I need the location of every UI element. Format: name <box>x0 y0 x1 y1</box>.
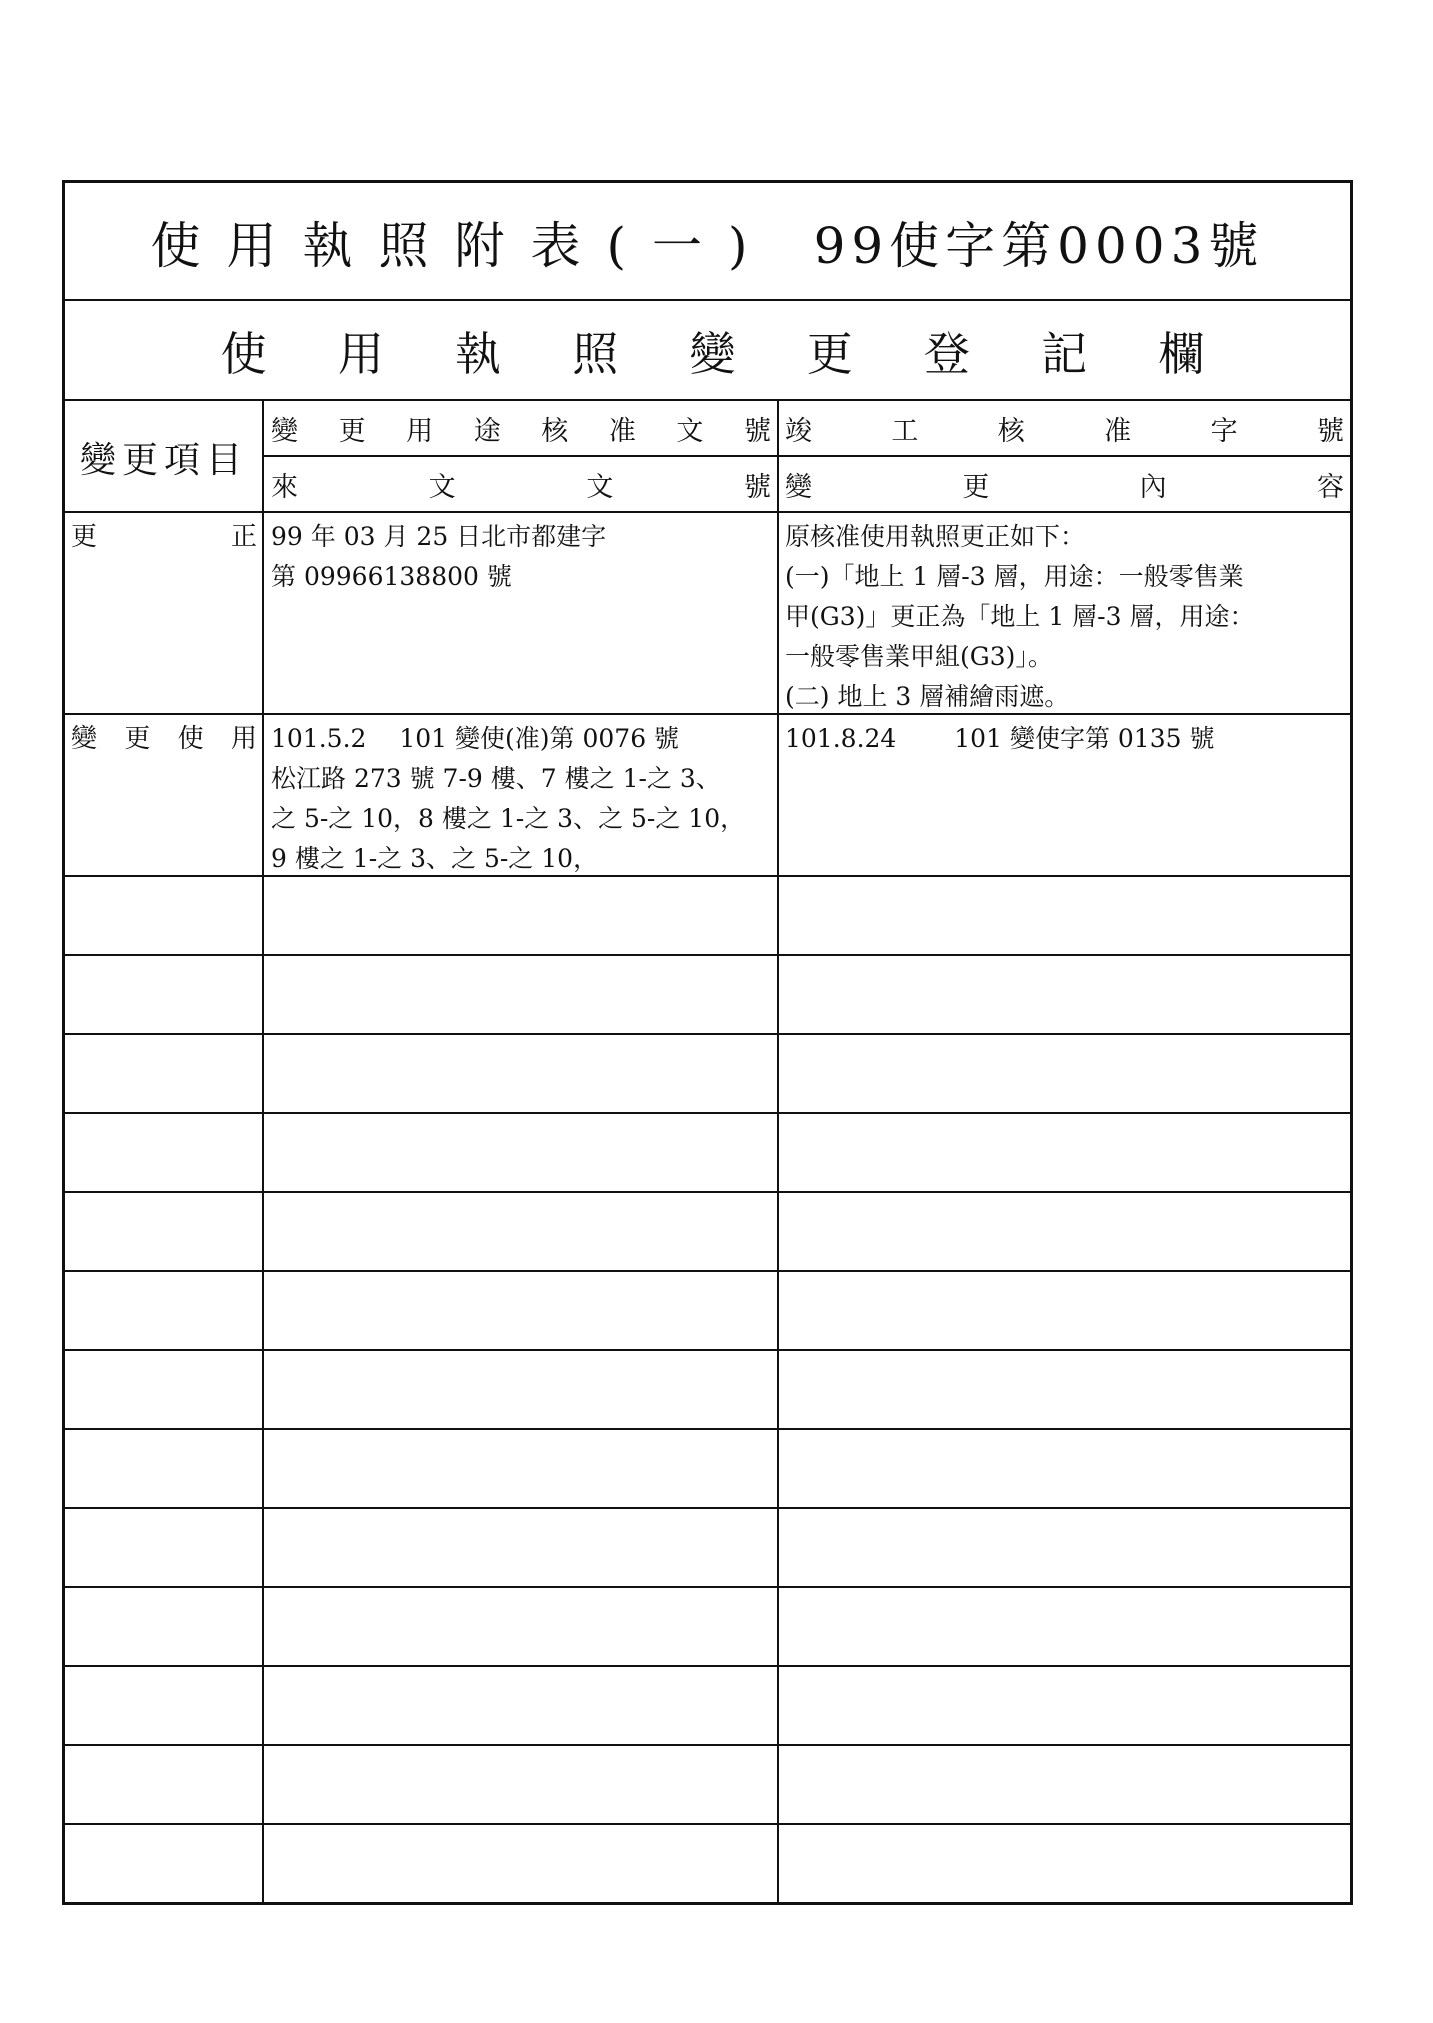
header-change-item: 變更項目 <box>79 439 248 481</box>
empty-row-divider <box>65 1033 1350 1035</box>
header-char: 容 <box>1316 471 1344 503</box>
text-line: 99 年 03 月 25 日北市都建字 <box>271 522 607 551</box>
item-char: 變 <box>71 724 98 754</box>
header-char: 來 <box>271 471 298 503</box>
empty-row-divider <box>65 1823 1350 1825</box>
header-char: 核 <box>541 415 569 447</box>
item-char: 更 <box>124 724 151 754</box>
subtitle-char: 用 <box>337 327 384 381</box>
empty-row-divider <box>65 1744 1350 1746</box>
subtitle-char: 變 <box>689 327 736 381</box>
subtitle-char: 執 <box>455 327 502 381</box>
header-char: 更 <box>962 471 990 503</box>
text-line: (二) 地上 3 層補繪雨遮。 <box>785 682 1070 711</box>
header-char: 字 <box>1210 415 1238 447</box>
column-divider <box>777 399 779 1905</box>
header-char: 更 <box>338 415 366 447</box>
subtitle-char: 使 <box>220 327 267 381</box>
text-line: 一般零售業甲組(G3)」。 <box>785 642 1053 671</box>
item-char: 用 <box>230 724 257 754</box>
row-right-cell <box>779 513 1350 721</box>
empty-row-divider <box>65 1507 1350 1509</box>
header-change-content <box>779 457 1350 511</box>
row-left-cell <box>265 513 777 601</box>
header-char: 變 <box>785 471 812 503</box>
text-line: 第 09966138800 號 <box>271 562 512 591</box>
text-line: 101.5.2 101 變使(准)第 0076 號 <box>271 724 680 753</box>
text-line: 之 5-之 10，8 樓之 1-之 3、之 5-之 10， <box>271 804 746 833</box>
header-char: 文 <box>676 415 704 447</box>
row-left-cell <box>265 715 777 883</box>
subtitle-char: 照 <box>572 327 619 381</box>
title-number: 99使字第0003號 <box>813 217 1265 275</box>
header-char: 文 <box>586 471 614 503</box>
item-char: 正 <box>230 522 257 552</box>
row-right-cell <box>779 715 1350 763</box>
text-line: (一)「地上 1 層-3 層，用途：一般零售業 <box>785 562 1244 591</box>
header-char: 用 <box>406 415 434 447</box>
empty-row-divider <box>65 1586 1350 1588</box>
empty-row-divider <box>65 954 1350 956</box>
header-char: 核 <box>997 415 1025 447</box>
subtitle-char: 欄 <box>1158 327 1205 381</box>
item-char: 更 <box>71 522 98 552</box>
section-title <box>65 301 1350 401</box>
header-char: 內 <box>1139 471 1167 503</box>
row-item-label <box>65 715 263 763</box>
license-table <box>62 180 1353 1905</box>
empty-row-divider <box>65 1112 1350 1114</box>
empty-row-divider <box>65 1428 1350 1430</box>
row-item-label <box>65 513 263 561</box>
item-char: 使 <box>177 724 204 754</box>
empty-row-divider <box>65 1270 1350 1272</box>
header-char: 變 <box>271 415 298 447</box>
text-line: 原核准使用執照更正如下： <box>785 522 1086 551</box>
header-char: 號 <box>743 471 771 503</box>
header-char: 號 <box>743 415 771 447</box>
header-approval-no <box>265 401 777 455</box>
header-char: 號 <box>1316 415 1344 447</box>
text-line: 101.8.24 101 變使字第 0135 號 <box>785 724 1215 753</box>
text-line: 松江路 273 號 7-9 樓、7 樓之 1-之 3、 <box>271 764 721 793</box>
document-title <box>65 183 1350 301</box>
subtitle-char: 更 <box>806 327 853 381</box>
empty-row-divider <box>65 1349 1350 1351</box>
text-line: 甲(G3)」更正為「地上 1 層-3 層，用途： <box>785 602 1255 631</box>
header-char: 准 <box>1104 415 1132 447</box>
header-incoming-no <box>265 457 777 511</box>
text-line: 9 樓之 1-之 3、之 5-之 10， <box>271 844 599 873</box>
header-char: 工 <box>891 415 919 447</box>
header-char: 准 <box>608 415 636 447</box>
empty-row-divider <box>65 1191 1350 1193</box>
empty-row-divider <box>65 1665 1350 1667</box>
divider <box>65 875 1350 877</box>
column-divider <box>262 399 264 1905</box>
header-char: 竣 <box>785 415 812 447</box>
header-char: 途 <box>473 415 501 447</box>
header-completion-no <box>779 401 1350 455</box>
subtitle-char: 登 <box>923 327 970 381</box>
header-char: 文 <box>428 471 456 503</box>
subtitle-char: 記 <box>1041 327 1088 381</box>
title-main: 使用執照附表(一) <box>150 217 774 275</box>
